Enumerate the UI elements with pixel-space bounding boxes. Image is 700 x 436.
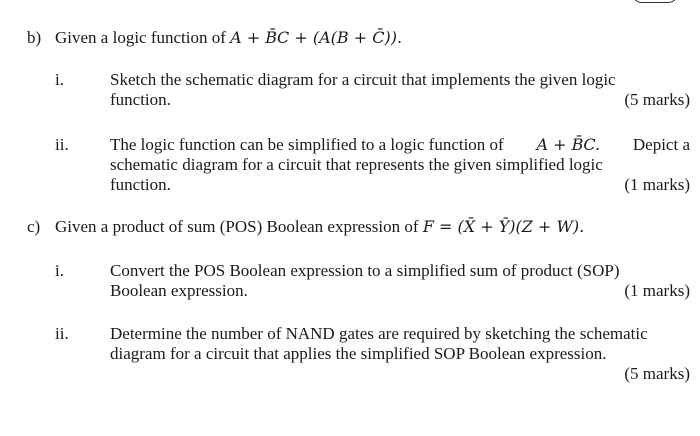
question-c-i-number: i. — [55, 261, 64, 280]
question-b-ii-line1-pre: The logic function can be simplified to a logic function of — [110, 135, 504, 154]
question-b-ii-line2: schematic diagram for a circuit that represents the given simplified logic — [110, 155, 603, 174]
question-c-i-line1: Convert the POS Boolean expression to a simplified sum of product (SOP) — [110, 261, 620, 280]
cropped-bracket-mark — [632, 0, 678, 3]
question-b-prompt: Given a logic function of — [55, 28, 226, 47]
question-b-i-marks: (5 marks) — [624, 90, 690, 109]
question-c-ii-line1: Determine the number of NAND gates are required by sketching the schematic — [110, 324, 648, 343]
question-c-ii-marks: (5 marks) — [624, 364, 690, 383]
question-b-ii-text — [110, 135, 690, 195]
question-c-ii-text — [110, 324, 690, 384]
question-c-ii-line3-row — [110, 364, 690, 384]
question-b-i-line2: function. — [110, 90, 171, 109]
question-b-i-text — [110, 70, 690, 110]
question-b-ii-line1-expr: A + B̄C. — [536, 135, 601, 154]
question-c-i-text — [110, 261, 690, 301]
question-b-ii-line1-post: Depict a — [632, 135, 690, 154]
question-c-expression: F = (X̄ + Ȳ)(Z + W). — [422, 217, 585, 236]
question-b-label: b) — [27, 28, 42, 47]
question-c-i-line2-row — [110, 281, 690, 301]
question-c-text — [55, 217, 690, 237]
question-b-expression: A + B̄C + (A(B + C̄)). — [230, 28, 403, 47]
question-b-i-line2-row — [110, 90, 690, 110]
question-c-label: c) — [27, 217, 41, 236]
question-c-ii-number: ii. — [55, 324, 69, 343]
question-b-ii-marks: (1 marks) — [624, 175, 690, 194]
question-b-text — [55, 28, 690, 48]
question-c-prompt: Given a product of sum (POS) Boolean expression of — [55, 217, 419, 236]
question-b-ii-number: ii. — [55, 135, 69, 154]
question-b-ii-line1-row — [110, 135, 690, 155]
question-c-i-marks: (1 marks) — [624, 281, 690, 300]
question-b-i-number: i. — [55, 70, 64, 89]
question-c-ii-line2: diagram for a circuit that applies the simplified SOP Boolean expression. — [110, 344, 607, 363]
question-c-i-line2: Boolean expression. — [110, 281, 248, 300]
question-b-ii-line3-row — [110, 175, 690, 195]
question-b-ii-line3: function. — [110, 175, 171, 194]
question-b-i-line1: Sketch the schematic diagram for a circuit that implements the given logic — [110, 70, 616, 89]
